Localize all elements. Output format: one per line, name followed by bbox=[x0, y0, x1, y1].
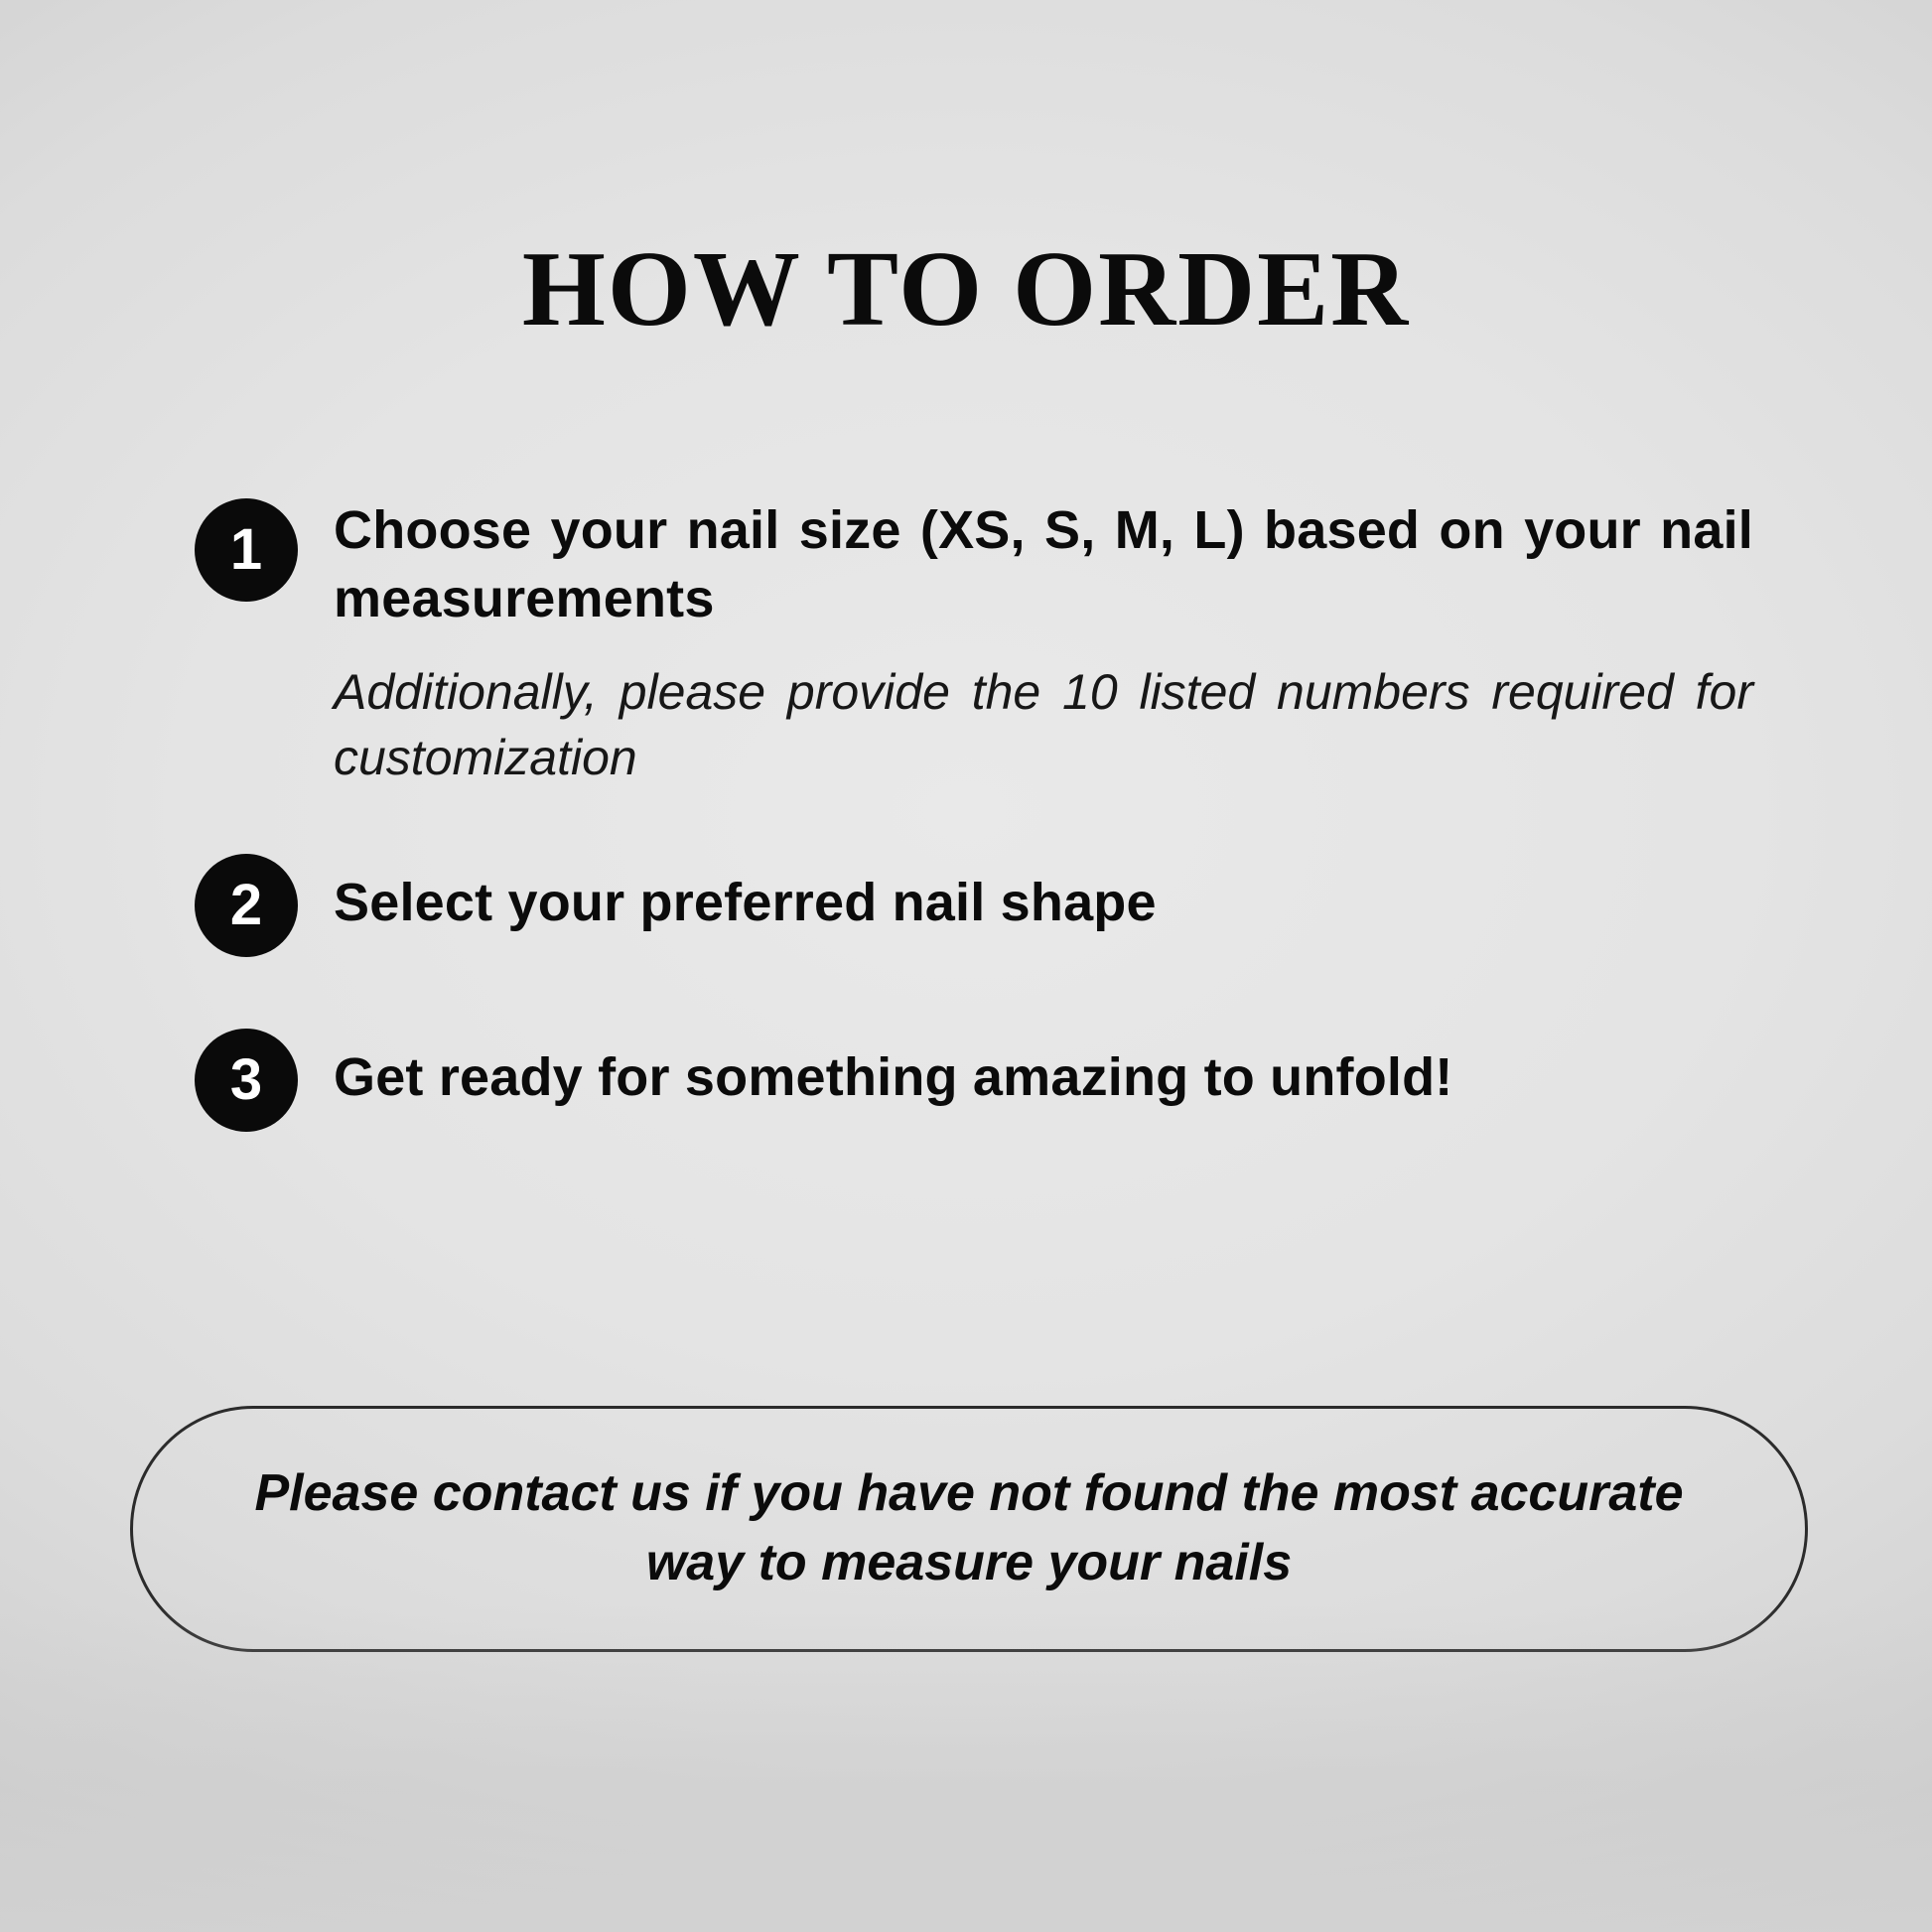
page-title: HOW TO ORDER bbox=[521, 230, 1411, 348]
list-item bbox=[195, 852, 1753, 957]
list-item bbox=[195, 496, 1753, 790]
step-title: Select your preferred nail shape bbox=[334, 873, 1157, 933]
step-body bbox=[334, 496, 1753, 790]
step-number-badge: 2 bbox=[195, 854, 298, 957]
step-title: Choose your nail size (XS, S, M, L) based on your nail measurements bbox=[334, 500, 1753, 629]
step-number-badge: 3 bbox=[195, 1029, 298, 1132]
step-number-badge: 1 bbox=[195, 498, 298, 602]
contact-callout bbox=[130, 1406, 1808, 1652]
list-item bbox=[195, 1027, 1753, 1132]
step-note: Additionally, please provide the 10 listed numbers required for customization bbox=[334, 664, 1753, 786]
step-body bbox=[334, 852, 1753, 932]
steps-list bbox=[195, 496, 1753, 1132]
step-body bbox=[334, 1027, 1753, 1107]
callout-text: Please contact us if you have not found the most accurate way to measure your nails bbox=[254, 1464, 1684, 1591]
step-title: Get ready for something amazing to unfold! bbox=[334, 1047, 1453, 1108]
